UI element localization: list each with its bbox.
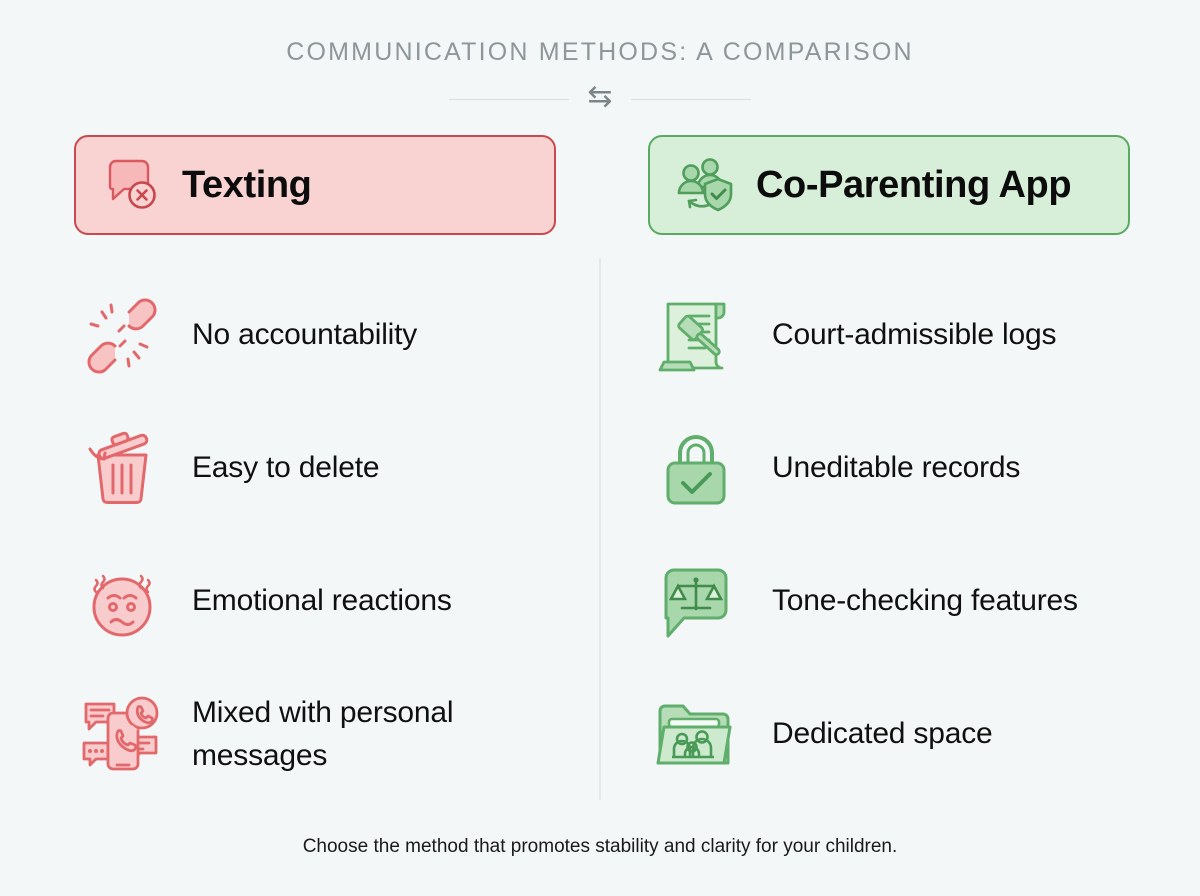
phone-messages-icon bbox=[74, 687, 170, 783]
feature-row bbox=[74, 668, 560, 801]
exchange-arrows-icon: ⇆ bbox=[587, 80, 613, 113]
page-title: COMMUNICATION METHODS: A COMPARISON bbox=[286, 38, 914, 66]
feature-row bbox=[648, 668, 1160, 801]
column-divider bbox=[599, 258, 601, 800]
gavel-document-icon bbox=[648, 288, 744, 384]
trash-can-icon bbox=[74, 421, 170, 517]
parents-shield-icon bbox=[674, 155, 740, 215]
title-divider bbox=[0, 80, 1200, 114]
badge-texting-label: Texting bbox=[182, 163, 312, 206]
column-coparenting-app bbox=[600, 135, 1200, 801]
speech-bubble-x-icon bbox=[100, 155, 166, 215]
broken-chain-icon bbox=[74, 288, 170, 384]
feature-label: Tone-checking features bbox=[772, 584, 1078, 618]
column-texting bbox=[0, 135, 600, 801]
speech-bubble-scales-icon bbox=[648, 554, 744, 650]
feature-row bbox=[74, 535, 560, 668]
feature-label: Emotional reactions bbox=[192, 584, 452, 618]
feature-label: No accountability bbox=[192, 318, 418, 352]
distressed-face-icon bbox=[74, 554, 170, 650]
feature-label: Dedicated space bbox=[772, 717, 993, 751]
badge-texting[interactable] bbox=[74, 135, 556, 235]
divider-line-right bbox=[631, 99, 751, 100]
header bbox=[0, 0, 1200, 114]
feature-label: Court-admissible logs bbox=[772, 318, 1057, 352]
feature-label: Uneditable records bbox=[772, 451, 1021, 485]
features-coparenting-app bbox=[648, 269, 1160, 801]
badge-coparenting-app-label: Co-Parenting App bbox=[756, 163, 1072, 206]
feature-row bbox=[648, 402, 1160, 535]
padlock-check-icon bbox=[648, 421, 744, 517]
feature-row bbox=[74, 269, 560, 402]
footer-note: Choose the method that promotes stability and clarity for your children. bbox=[302, 836, 898, 857]
features-texting bbox=[74, 269, 560, 801]
feature-label: Mixed with personal messages bbox=[192, 695, 454, 772]
feature-label: Easy to delete bbox=[192, 451, 380, 485]
feature-row bbox=[648, 269, 1160, 402]
feature-row bbox=[74, 402, 560, 535]
divider-line-left bbox=[449, 99, 569, 100]
feature-row bbox=[648, 535, 1160, 668]
badge-coparenting-app[interactable] bbox=[648, 135, 1130, 235]
family-folder-icon bbox=[648, 687, 744, 783]
